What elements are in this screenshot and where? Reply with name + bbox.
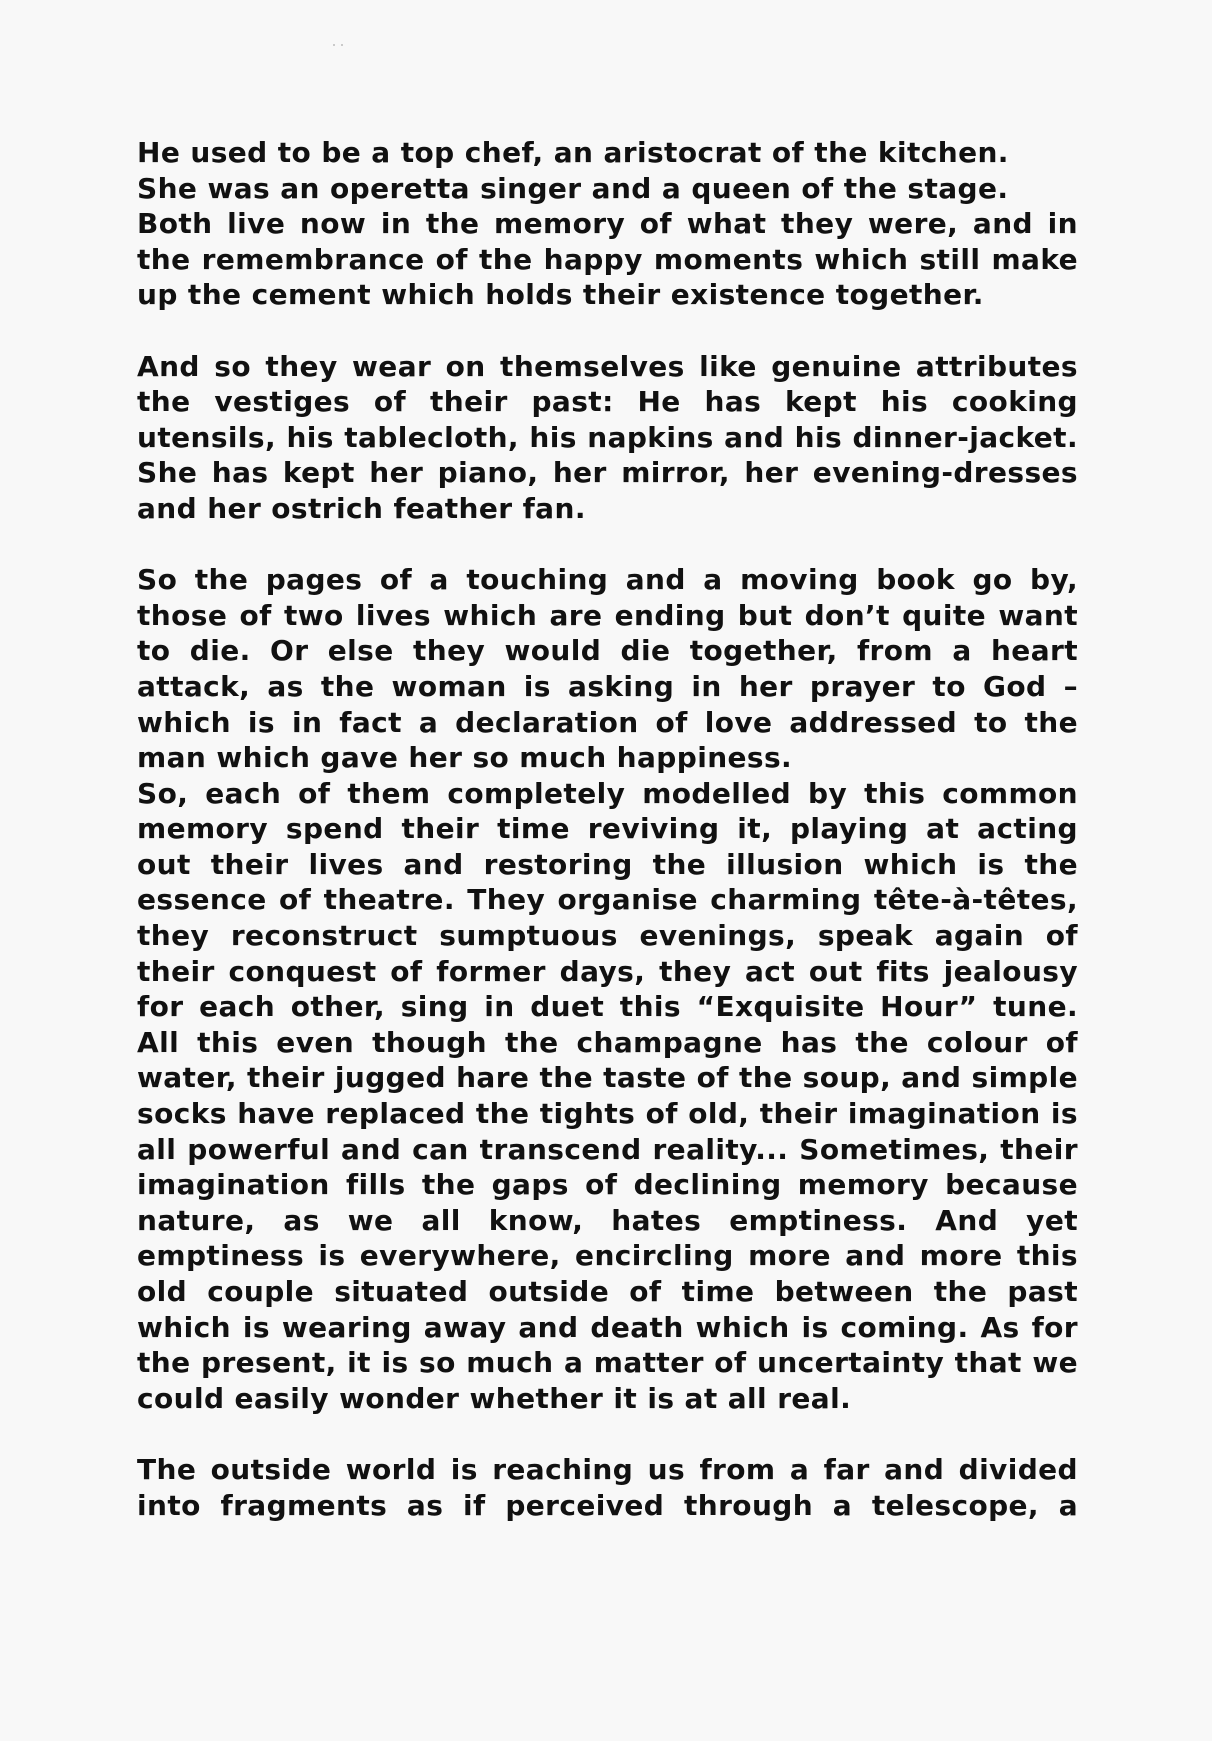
paragraph-singer: She was an operetta singer and a queen of the stage. (137, 171, 1009, 205)
paragraph-vestiges: And so they wear on themselves like genuine attributes the vestiges of their past: He has kept his cooking utensils, his tablecloth, his napkins and his dinner-jacket. She has kept her piano, her mirror, her evening-dresses and her ostrich feather fan. (137, 349, 1078, 525)
paragraph-outside-world: The outside world is reaching us from a far and divided into fragments as if perceived through a telescope, a (137, 1452, 1078, 1522)
paragraph-pages: So the pages of a touching and a moving book go by, those of two lives which are ending but don’t quite want to die. Or else they would die together, from a heart attack, as the woman is asking in her prayer to God – which is in fact a declaration of love addressed to the man which gave her so much happiness. (137, 563, 1078, 775)
scan-speck (341, 44, 343, 46)
body-text (137, 135, 1078, 1523)
paragraph-chef: He used to be a top chef, an aristocrat of the kitchen. (137, 136, 1009, 169)
paragraph-imagination: So, each of them completely modelled by this common memory spend their time reviving it, playing at acting out their lives and restoring the illusion which is the essence of theatre. They organise charming tête-à-têtes, they reconstruct sumptuous evenings, speak again of their conquest of former days, they act out fits jealousy for each other, sing in duet this “Exquisite Hour” tune. All this even though the champagne has the colour of water, their jugged hare the taste of the soup, and simple socks have replaced the tights of old, their imagination is all powerful and can transcend reality... Sometimes, their imagination fills the gaps of declining memory because nature, as we all know, hates emptiness. And yet emptiness is everywhere, encircling more and more this old couple situated outside of time between the past which is wearing away and death which is coming. As for the present, it is so much a matter of uncertainty that we could easily wonder whether it is at all real. (137, 776, 1078, 1415)
paragraph-memory: Both live now in the memory of what they were, and in the remembrance of the happy moments which still make up the cement which holds their existence together. (137, 207, 1078, 312)
scan-speck (333, 44, 335, 46)
